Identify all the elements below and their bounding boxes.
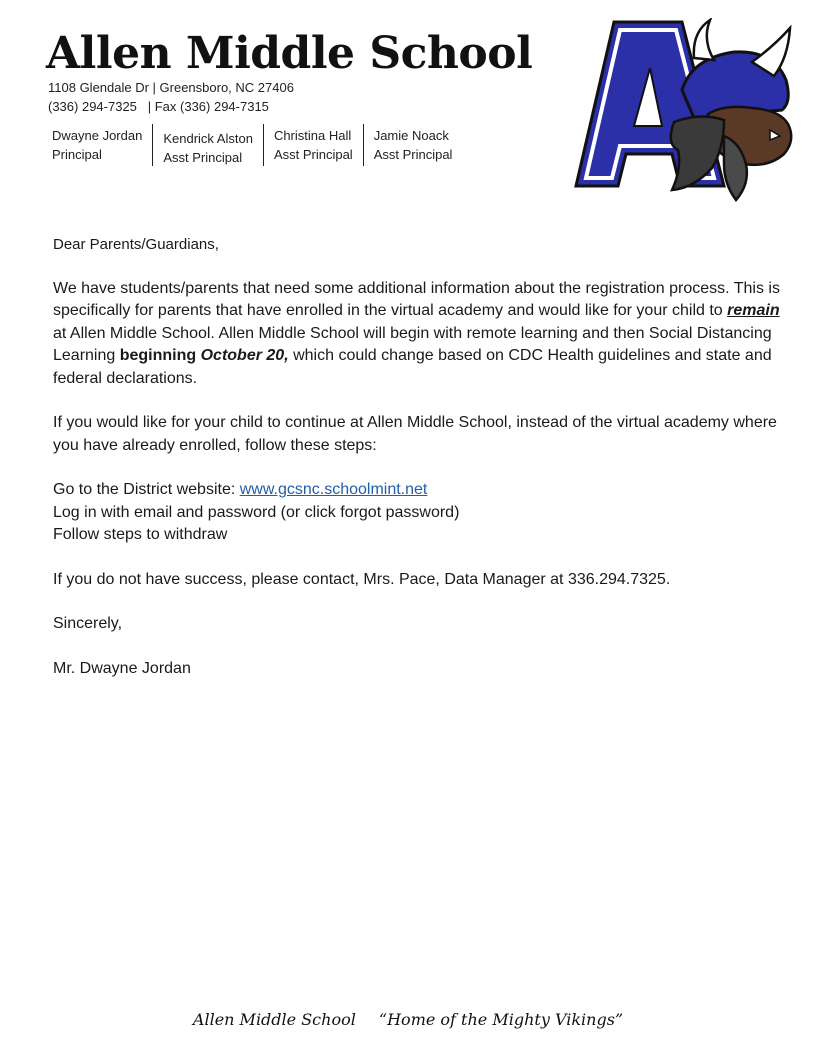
start-date: October 20, <box>200 347 289 364</box>
footer <box>0 1010 816 1029</box>
continue-paragraph: If you would like for your child to continue at Allen Middle School, instead of the virtual academy where you have already enrolled, follow these steps: <box>53 414 777 454</box>
step-1 <box>53 479 793 502</box>
letter-body <box>53 234 793 680</box>
staff-name: Christina Hall <box>273 128 352 143</box>
viking-a-logo-icon <box>574 18 798 202</box>
school-name: Allen Middle School <box>46 28 533 79</box>
staff-asst-principal-3 <box>363 124 463 166</box>
staff-asst-principal-1 <box>152 124 263 166</box>
staff-name: Kendrick Alston <box>163 131 253 146</box>
staff-title: Principal <box>52 147 102 162</box>
step-2: Log in with email and password (or click forgot password) <box>53 503 460 521</box>
district-website-link[interactable]: www.gcsnc.schoolmint.net <box>239 481 428 498</box>
school-address: 1108 Glendale Dr | Greensboro, NC 27406 <box>48 80 294 95</box>
footer-motto: “Home of the Mighty Vikings” <box>378 1010 624 1029</box>
contact-paragraph: If you do not have success, please contact, Mrs. Pace, Data Manager at 336.294.7325. <box>53 570 671 588</box>
closing: Sincerely, <box>53 615 123 632</box>
staff-title: Asst Principal <box>373 147 453 162</box>
step-3: Follow steps to withdraw <box>53 526 228 543</box>
footer-school-name: Allen Middle School <box>192 1010 356 1029</box>
registration-paragraph <box>53 278 793 391</box>
step-1-text: Go to the District website: <box>53 481 240 498</box>
paragraph-text: We have students/parents that need some additional information about the registration process. This is specifically for parents that have enrolled in the virtual academy and would like for your child to <box>53 279 780 319</box>
staff-title: Asst Principal <box>163 150 243 165</box>
staff-name: Jamie Noack <box>373 128 449 143</box>
staff-asst-principal-2 <box>263 124 363 166</box>
staff-title: Asst Principal <box>273 147 353 162</box>
letter-greeting: Dear Parents/Guardians, <box>53 236 219 253</box>
beginning-bold: beginning <box>119 347 197 364</box>
staff-name: Dwayne Jordan <box>52 128 143 143</box>
staff-list <box>52 124 462 166</box>
staff-principal <box>52 124 152 166</box>
paragraph-text: at Allen Middle School. Allen Middle School will begin with remote learning and then Social Distancing Learning <box>53 324 772 364</box>
remain-emphasis: remain <box>727 302 780 319</box>
paragraph-text: which could change based on CDC Health guidelines and state and federal declarations. <box>53 347 772 387</box>
steps-list <box>53 479 793 547</box>
signature: Mr. Dwayne Jordan <box>53 659 191 677</box>
school-phone-fax: (336) 294-7325 | Fax (336) 294-7315 <box>48 99 269 114</box>
